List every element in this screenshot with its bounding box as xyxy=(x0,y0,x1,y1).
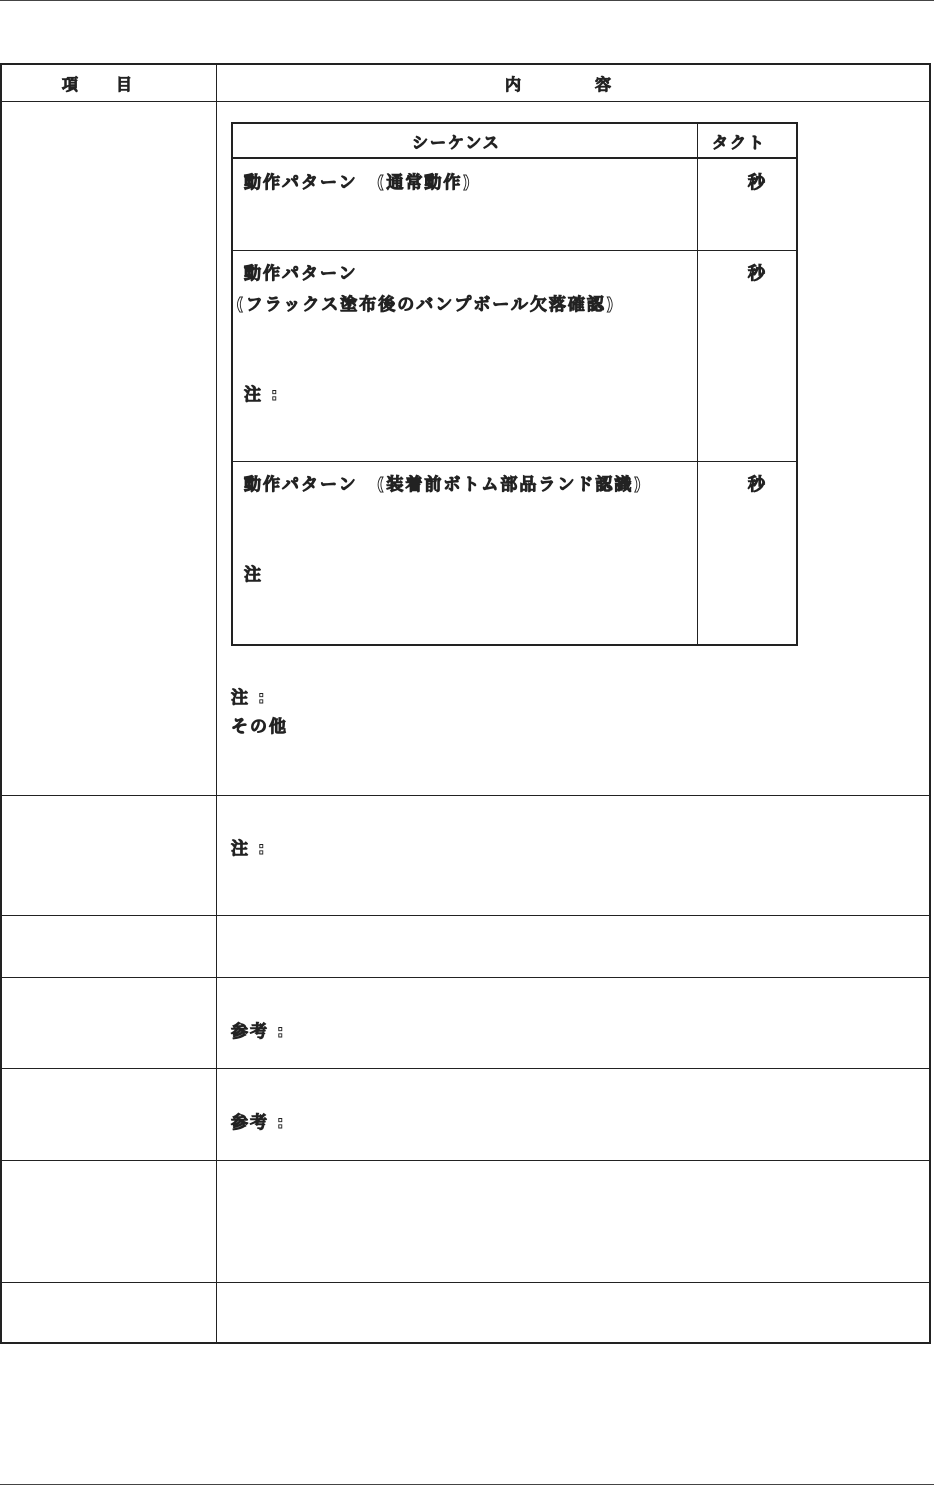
pattern-land-tact: 秒 xyxy=(748,475,767,495)
sequence-header-label: シーケンス xyxy=(412,133,501,152)
row2-note: 注 : xyxy=(231,839,267,859)
column-divider xyxy=(216,63,217,1344)
header-item: 項 目 xyxy=(62,75,135,94)
sequence-row-divider-2 xyxy=(231,461,798,462)
row-divider-4 xyxy=(0,1068,931,1069)
sequence-column-divider xyxy=(697,122,698,646)
header-divider xyxy=(0,101,931,102)
row-divider-6 xyxy=(0,1282,931,1283)
row1-other: その他 xyxy=(231,717,288,737)
row1-note: 注 : xyxy=(231,688,267,708)
sequence-header-divider xyxy=(231,157,798,159)
top-rule xyxy=(0,0,934,1)
pattern-flux-tact: 秒 xyxy=(748,264,767,284)
sequence-row-divider-1 xyxy=(231,250,798,251)
tact-header-label: タクト xyxy=(712,133,767,152)
pattern-land-label: 動作パターン (装着前ボトム部品ランド認識) xyxy=(244,475,644,495)
pattern-land-note: 注 xyxy=(244,565,263,585)
row-divider-1 xyxy=(0,795,931,796)
pattern-flux-subtitle: (フラックス塗布後のバンプボール欠落確認) xyxy=(236,295,616,315)
header-content: 内 容 xyxy=(505,75,614,94)
row5-ref: 参考 : xyxy=(231,1113,286,1133)
row-divider-3 xyxy=(0,977,931,978)
row-divider-5 xyxy=(0,1160,931,1161)
bottom-rule xyxy=(0,1484,934,1485)
sequence-table xyxy=(231,122,798,646)
row4-ref: 参考 : xyxy=(231,1022,286,1042)
pattern-normal-tact: 秒 xyxy=(748,173,767,193)
pattern-flux-note: 注 : xyxy=(244,385,280,405)
row-divider-2 xyxy=(0,915,931,916)
pattern-normal-label: 動作パターン (通常動作) xyxy=(244,173,473,193)
pattern-flux-label: 動作パターン xyxy=(244,264,358,284)
